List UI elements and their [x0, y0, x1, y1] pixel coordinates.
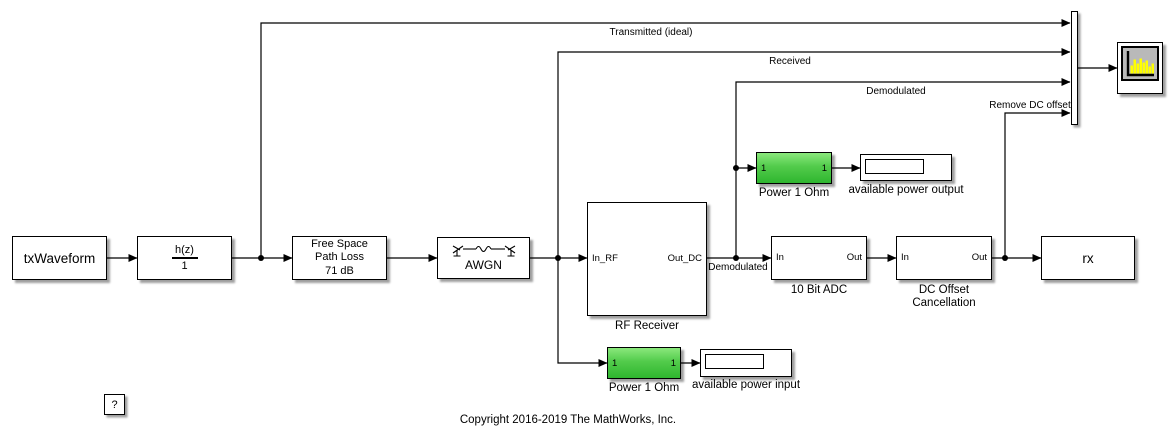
power-input-port-in: 1 — [612, 358, 618, 369]
display-input-readout — [705, 354, 764, 369]
adc-block[interactable] — [771, 236, 867, 280]
txwaveform-label: txWaveform — [23, 250, 96, 266]
dc-offset-block[interactable] — [896, 236, 992, 280]
signal-label-remove-dc-offset: Remove DC offset — [989, 100, 1071, 111]
power-meter-input-name: Power 1 Ohm — [608, 382, 680, 394]
adc-name: 10 Bit ADC — [790, 284, 848, 296]
rf-receiver-port-in: In_RF — [592, 253, 618, 264]
rf-receiver-port-out: Out_DC — [667, 253, 702, 264]
rx-label: rx — [1082, 250, 1094, 266]
path-loss-text: Free Space Path Loss 71 dB — [311, 237, 368, 277]
channel-filter-block[interactable] — [137, 236, 232, 280]
scope-block[interactable] — [1117, 42, 1163, 94]
filter-denominator: 1 — [181, 260, 188, 273]
txwaveform-block[interactable] — [12, 236, 107, 280]
power-meter-output-name: Power 1 Ohm — [758, 187, 830, 199]
signal-label-demodulated: Demodulated — [866, 86, 926, 97]
display-output-name: available power output — [848, 184, 964, 196]
power-output-port-in: 1 — [761, 163, 767, 174]
power-meter-output-block[interactable] — [756, 152, 832, 184]
dc-offset-name: DC Offset Cancellation — [912, 284, 976, 309]
power-meter-input-block[interactable] — [607, 347, 681, 379]
help-label: ? — [111, 398, 118, 411]
signal-label-demodulated-port: Demodulated — [708, 262, 768, 273]
display-input-block[interactable] — [700, 349, 792, 377]
path-loss-block[interactable] — [292, 236, 387, 280]
awgn-label: AWGN — [465, 257, 502, 272]
dc-offset-port-in: In — [901, 252, 909, 263]
fraction-bar — [172, 257, 198, 259]
signal-label-received: Received — [769, 56, 811, 67]
display-output-block[interactable] — [860, 154, 952, 181]
rx-block[interactable] — [1041, 236, 1135, 280]
awgn-block[interactable] — [437, 237, 530, 279]
transfer-function — [172, 244, 198, 273]
display-input-name: available power input — [691, 379, 801, 391]
antenna-channel-icon — [450, 245, 518, 258]
signal-label-transmitted: Transmitted (ideal) — [609, 27, 693, 38]
filter-numerator: h(z) — [175, 243, 194, 256]
display-output-readout — [865, 159, 924, 174]
dc-offset-port-out: Out — [971, 252, 987, 263]
copyright-text: Copyright 2016-2019 The MathWorks, Inc. — [459, 414, 677, 426]
help-block[interactable] — [104, 394, 125, 415]
adc-port-in: In — [776, 252, 784, 263]
scope-display-icon — [1121, 46, 1159, 81]
power-input-port-out: 1 — [670, 358, 676, 369]
adc-port-out: Out — [846, 252, 862, 263]
rf-receiver-name: RF Receiver — [615, 320, 679, 332]
rf-receiver-block[interactable] — [587, 202, 707, 316]
mux-bar[interactable] — [1071, 11, 1078, 125]
power-output-port-out: 1 — [821, 163, 827, 174]
